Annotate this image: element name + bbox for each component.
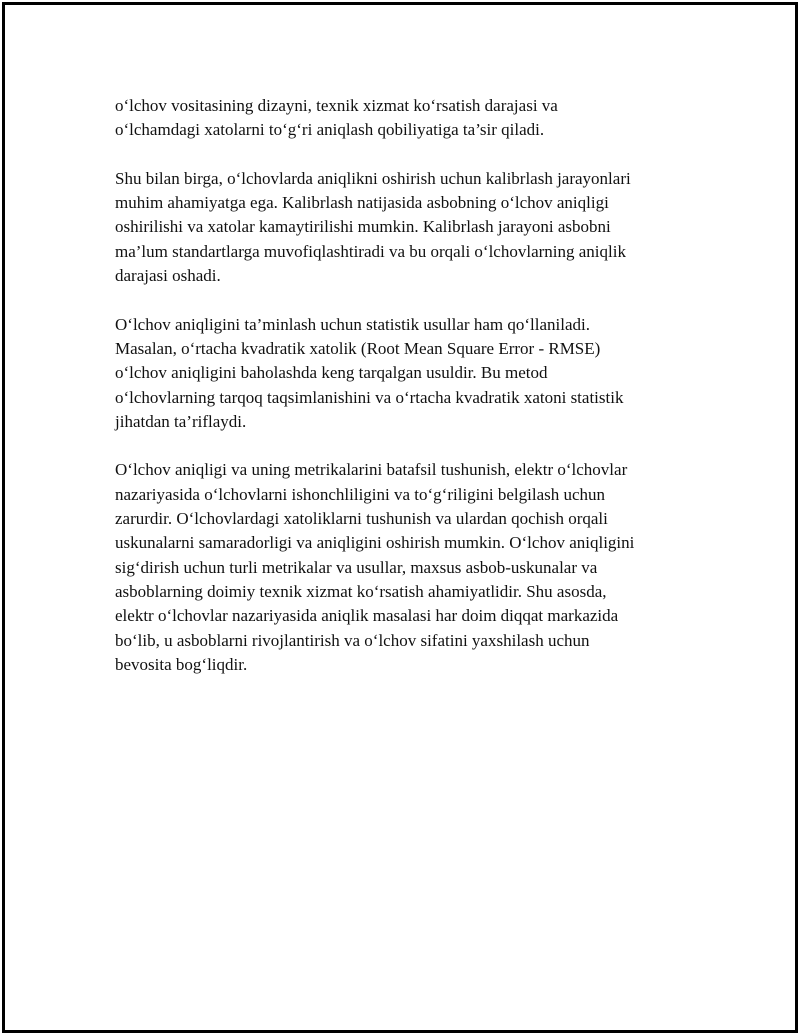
text-line: nazariyasida o‘lchovlarni ishonchliligini va to‘g‘riligini belgilash uchun — [115, 484, 606, 504]
text-line: O‘lchov aniqligini ta’minlash uchun statistik usullar ham qo‘llaniladi. — [115, 314, 590, 334]
paragraph-3 — [115, 313, 685, 434]
paragraph-2 — [115, 167, 685, 288]
paragraph-1 — [115, 94, 685, 143]
text-line: darajasi oshadi. — [115, 266, 221, 286]
text-line: bo‘lib, u asboblarni rivojlantirish va o‘lchov sifatini yaxshilash uchun — [115, 630, 590, 650]
text-line: bevosita bog‘liqdir. — [115, 654, 248, 674]
text-line: muhim ahamiyatga ega. Kalibrlash natijasida asbobning o‘lchov aniqligi — [115, 193, 609, 213]
text-line: o‘lchovlarning tarqoq taqsimlanishini va o‘rtacha kvadratik xatoni statistik — [115, 387, 624, 407]
paragraph-4 — [115, 458, 685, 677]
text-line: elektr o‘lchovlar nazariyasida aniqlik masalasi har doim diqqat markazida — [115, 606, 619, 626]
text-line: sig‘dirish uchun turli metrikalar va usullar, maxsus asbob-uskunalar va — [115, 557, 598, 577]
text-line: zarurdir. O‘lchovlardagi xatoliklarni tushunish va ulardan qochish orqali — [115, 509, 608, 529]
text-line: O‘lchov aniqligi va uning metrikalarini batafsil tushunish, elektr o‘lchovlar — [115, 460, 628, 480]
text-line: uskunalarni samaradorligi va aniqligini oshirish mumkin. O‘lchov aniqligini — [115, 533, 635, 553]
text-line: jihatdan ta’riflaydi. — [115, 411, 247, 431]
text-line: o‘lchov aniqligini baholashda keng tarqalgan usuldir. Bu metod — [115, 363, 548, 383]
text-line: asboblarning doimiy texnik xizmat ko‘rsatish ahamiyatlidir. Shu asosda, — [115, 581, 607, 601]
text-line: Shu bilan birga, o‘lchovlarda aniqlikni oshirish uchun kalibrlash jarayonlari — [115, 168, 631, 188]
text-line: o‘lchov vositasining dizayni, texnik xizmat ko‘rsatish darajasi va — [115, 96, 558, 115]
text-line: oshirilishi va xatolar kamaytirilishi mumkin. Kalibrlash jarayoni asbobni — [115, 217, 611, 237]
text-line: ma’lum standartlarga muvofiqlashtiradi va bu orqali o‘lchovlarning aniqlik — [115, 241, 626, 261]
text-line: Masalan, o‘rtacha kvadratik xatolik (Root Mean Square Error - RMSE) — [115, 338, 601, 358]
document-body — [115, 94, 685, 701]
text-line: o‘lchamdagi xatolarni to‘g‘ri aniqlash qobiliyatiga ta’sir qiladi. — [115, 120, 545, 140]
